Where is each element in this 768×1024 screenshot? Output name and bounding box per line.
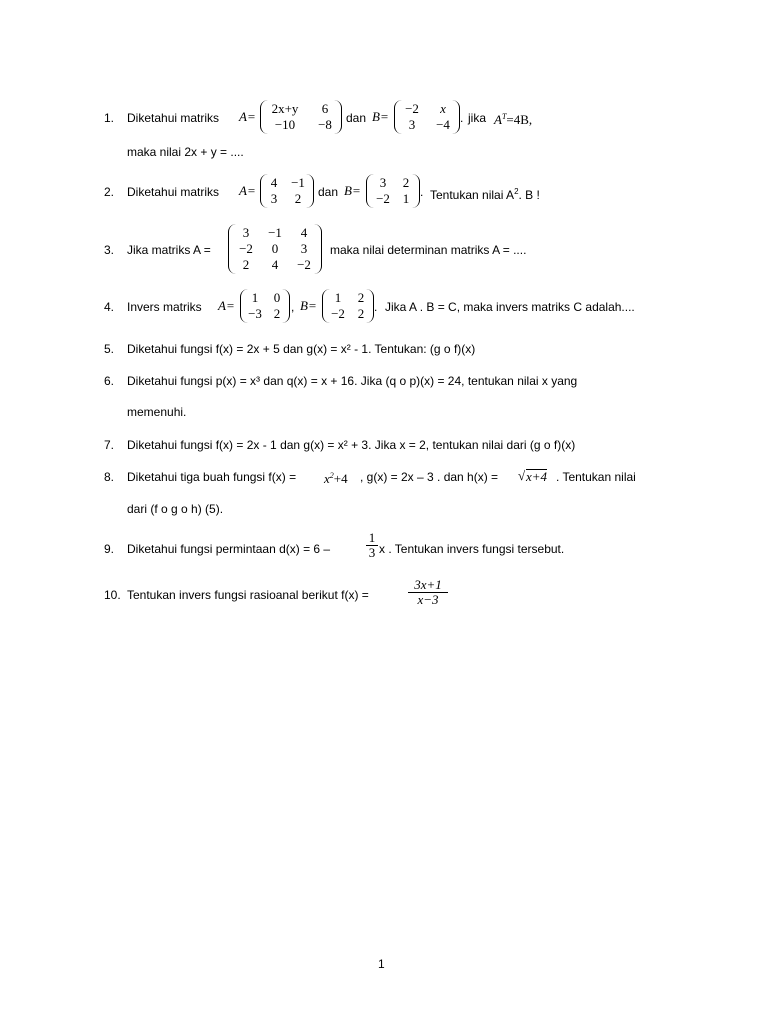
question-text: Tentukan nilai $A^2$. B ! <box>430 187 540 202</box>
matrix-cell: 3 <box>379 175 387 190</box>
question-number: 5. <box>104 342 115 356</box>
matrix-cell: 2 <box>294 191 302 206</box>
question-text: Jika A . B = C, maka invers matriks C adalah.... <box>385 300 635 314</box>
question-text: x . Tentukan invers fungsi tersebut. <box>379 542 565 556</box>
matrix-cell: 0 <box>273 290 281 305</box>
matrix-cell: 6 <box>321 101 329 116</box>
matrix-label-b: B= <box>300 298 317 313</box>
matrix-cell: 2 <box>357 306 365 321</box>
matrix-cell: 4 <box>300 225 308 240</box>
question-text: Diketahui fungsi p(x) = x³ dan q(x) = x + 16. Jika (q o p)(x) = 24, tentukan nilai x yang <box>127 374 578 388</box>
connector-text: jika <box>468 111 487 125</box>
matrix-cell: 1 <box>402 191 410 206</box>
matrix-cell: −1 <box>291 175 305 190</box>
question-number: 2. <box>104 185 115 199</box>
matrix-cell: −2 <box>331 306 345 321</box>
fraction-denominator: 3 <box>368 545 376 560</box>
question-text: Tentukan invers fungsi rasioanal berikut f(x) = <box>127 588 369 602</box>
question-text: , g(x) = 2x – 3 . dan h(x) = <box>360 470 499 484</box>
matrix-label-b: B= <box>344 183 361 198</box>
matrix-cell: 2 <box>357 290 365 305</box>
fraction <box>366 531 378 560</box>
matrix-cell: −4 <box>436 117 450 132</box>
matrix-b <box>394 100 460 134</box>
fraction-numerator: 3x+1 <box>414 577 442 592</box>
question-text: . Tentukan nilai <box>556 470 636 484</box>
matrix-a <box>228 224 322 274</box>
matrix-a <box>260 100 342 134</box>
matrix-cell: −2 <box>297 257 311 272</box>
matrix-a <box>240 289 290 323</box>
punctuation: . <box>460 111 464 125</box>
question-text: Diketahui matriks <box>127 185 220 199</box>
matrix-b <box>366 174 420 208</box>
question-text: Diketahui matriks <box>127 111 220 125</box>
matrix-cell: 3 <box>242 225 250 240</box>
matrix-a <box>260 174 314 208</box>
question-number: 8. <box>104 470 115 484</box>
connector-text: dan <box>318 185 339 199</box>
question-number: 4. <box>104 300 115 314</box>
matrix-cell: −3 <box>248 306 262 321</box>
sqrt-argument: x+4 <box>526 469 548 484</box>
question-text: maka nilai determinan matriks A = .... <box>330 243 527 257</box>
matrix-cell: −8 <box>318 117 332 132</box>
question-text: memenuhi. <box>127 405 187 419</box>
matrix-cell: 2 <box>242 257 250 272</box>
matrix-cell: 2x+y <box>271 101 299 116</box>
question-number: 9. <box>104 542 115 556</box>
matrix-label-a: A= <box>239 183 256 198</box>
connector-text: dan <box>346 111 367 125</box>
matrix-cell: 1 <box>251 290 259 305</box>
matrix-label-a: A= <box>218 298 235 313</box>
question-text: maka nilai 2x + y = .... <box>127 145 244 159</box>
question-text: Diketahui tiga buah fungsi f(x) = <box>127 470 297 484</box>
page-number: 1 <box>378 957 385 971</box>
matrix-cell: 3 <box>270 191 278 206</box>
sqrt-icon: √ <box>518 468 526 483</box>
matrix-cell: −2 <box>239 241 253 256</box>
question-text: Invers matriks <box>127 300 202 314</box>
matrix-cell: −10 <box>274 117 296 132</box>
matrix-label-a: A= <box>239 109 256 124</box>
punctuation: . <box>420 185 424 199</box>
question-text: Diketahui fungsi f(x) = 2x - 1 dan g(x) = x² + 3. Jika x = 2, tentukan nilai dari (g o f)(x) <box>127 438 576 452</box>
fraction <box>408 578 448 607</box>
question-text: Diketahui fungsi permintaan d(x) = 6 – <box>127 542 331 556</box>
fraction-numerator: 1 <box>368 530 376 545</box>
function-expression: $x^2+4$ <box>324 471 348 486</box>
matrix-cell: 4 <box>271 257 279 272</box>
matrix-label-b: B= <box>372 109 389 124</box>
question-number: 1. <box>104 111 115 125</box>
matrix-cell: 1 <box>334 290 342 305</box>
equation: $A^T=4B$, <box>494 112 533 127</box>
matrix-cell: 4 <box>270 175 278 190</box>
matrix-cell: −2 <box>376 191 390 206</box>
matrix-cell: −1 <box>268 225 282 240</box>
question-number: 6. <box>104 374 115 388</box>
question-number: 10. <box>104 588 121 602</box>
question-number: 3. <box>104 243 115 257</box>
punctuation: . <box>374 300 378 314</box>
matrix-cell: x <box>440 101 446 116</box>
matrix-cell: 3 <box>300 241 308 256</box>
matrix-cell: −2 <box>405 101 419 116</box>
matrix-cell: 2 <box>402 175 410 190</box>
matrix-cell: 3 <box>408 117 416 132</box>
punctuation: , <box>291 300 295 314</box>
question-text: dari (f o g o h) (5). <box>127 502 224 516</box>
matrix-cell: 0 <box>271 241 279 256</box>
question-text: Jika matriks A = <box>127 243 211 257</box>
fraction-denominator: x−3 <box>417 592 439 607</box>
question-text: Diketahui fungsi f(x) = 2x + 5 dan g(x) = x² - 1. Tentukan: (g o f)(x) <box>127 342 476 356</box>
question-number: 7. <box>104 438 115 452</box>
matrix-cell: 2 <box>273 306 281 321</box>
matrix-b <box>322 289 374 323</box>
